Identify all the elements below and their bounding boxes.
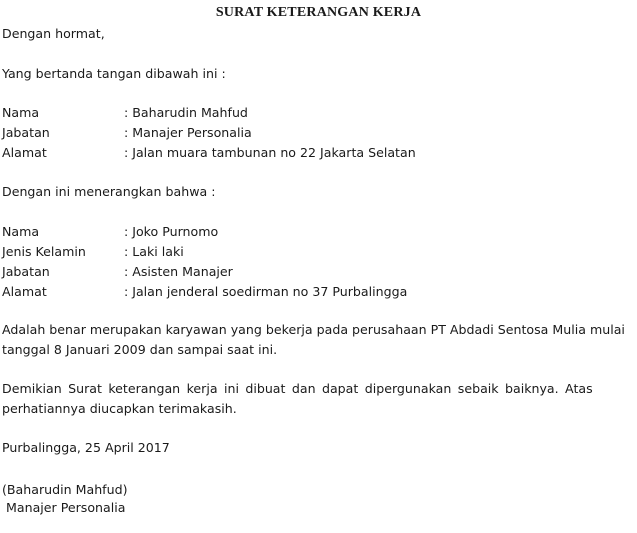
signature-title: Manajer Personalia	[6, 500, 126, 515]
greeting: Dengan hormat,	[2, 26, 105, 41]
field-value: : Manajer Personalia	[124, 125, 252, 140]
field-label: Alamat	[2, 284, 47, 299]
place-and-date: Purbalingga, 25 April 2017	[2, 440, 170, 455]
employee-row-gender	[2, 244, 184, 260]
field-value: : Baharudin Mahfud	[124, 105, 248, 120]
field-value: : Joko Purnomo	[124, 224, 219, 239]
signer-row-name	[2, 105, 248, 121]
employee-row-position	[2, 264, 233, 280]
signer-row-address	[2, 145, 416, 161]
signer-row-position	[2, 125, 252, 141]
field-value: : Laki laki	[124, 244, 184, 259]
intro-text: Yang bertanda tangan dibawah ini :	[2, 66, 226, 81]
field-value: : Jalan jenderal soedirman no 37 Purbalingga	[124, 284, 408, 299]
signature-name: (Baharudin Mahfud)	[2, 482, 128, 497]
field-value: : Jalan muara tambunan no 22 Jakarta Selatan	[124, 145, 416, 160]
field-label: Nama	[2, 105, 40, 120]
paragraph-closing-line-2: perhatiannya diucapkan terimakasih.	[2, 401, 237, 416]
employee-row-address	[2, 284, 407, 300]
statement-intro: Dengan ini menerangkan bahwa :	[2, 184, 216, 199]
paragraph-employment-line-2: tanggal 8 Januari 2009 dan sampai saat ini.	[2, 342, 278, 357]
field-value: : Asisten Manajer	[124, 264, 233, 279]
field-label: Nama	[2, 224, 40, 239]
field-label: Jabatan	[2, 125, 50, 140]
letter-title: SURAT KETERANGAN KERJA	[215, 5, 422, 20]
field-label: Alamat	[2, 145, 47, 160]
field-label: Jenis Kelamin	[2, 244, 86, 259]
field-label: Jabatan	[2, 264, 50, 279]
paragraph-closing-line-1: Demikian Surat keterangan kerja ini dibuat dan dapat dipergunakan sebaik baiknya. Atas	[2, 381, 593, 396]
employee-row-name	[2, 224, 218, 240]
paragraph-employment-line-1: Adalah benar merupakan karyawan yang bekerja pada perusahaan PT Abdadi Sentosa Mulia mulai	[2, 322, 625, 337]
